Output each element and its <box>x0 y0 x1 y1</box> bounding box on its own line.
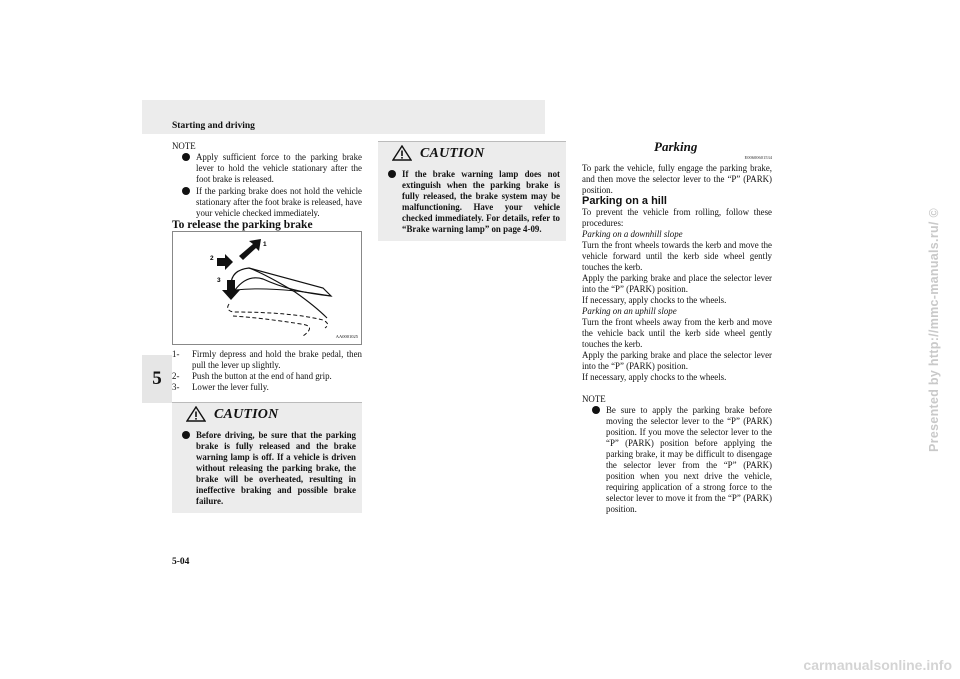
note-item: Be sure to apply the parking brake before moving the selector lever to the “P” (PARK) position. If you move the selector lever to the “P” (PARK) position before applying the parking brake, it may be difficult to disengage the selector lever from the “P” (PARK) position when you next drive the vehicle, requiring application of a strong force to the selector lever to move it from the “P” (PARK) position. <box>582 405 772 515</box>
hill-intro: To prevent the vehicle from rolling, follow these procedures: <box>582 207 772 228</box>
uphill-para: Turn the front wheels away from the kerb and move the vehicle back until the kerb side wheel gently touches the kerb. <box>582 317 772 349</box>
warning-triangle-icon <box>392 145 412 161</box>
parking-brake-lever-illustration <box>173 232 361 344</box>
parking-brake-figure <box>172 231 362 345</box>
chapter-number: 5 <box>152 368 162 389</box>
step-item: 2- Push the button at the end of hand grip. <box>172 371 332 381</box>
section-header: Starting and driving <box>172 121 255 131</box>
uphill-title: Parking on an uphill slope <box>582 306 677 316</box>
caution-title: CAUTION <box>420 145 485 161</box>
caution-item: If the brake warning lamp does not extinguish when the parking brake is fully released, the brake system may be malfunctioning. Have your vehicle checked immediately. For details, refer to “Brake warning lamp” on page 4-09. <box>384 169 560 235</box>
caution-header <box>178 403 356 425</box>
page-number: 5-04 <box>172 557 190 567</box>
caution-header <box>384 142 560 164</box>
caution-box-release <box>172 402 362 513</box>
side-vertical-text: Presented by http://mmc-manuals.ru/ © <box>927 208 941 452</box>
bullet-icon <box>182 431 190 439</box>
figure-label-3: 3 <box>217 277 221 284</box>
release-steps <box>172 349 362 393</box>
column-left <box>172 141 362 513</box>
caution-box-warning-lamp <box>378 141 566 241</box>
watermark: carmanualsonline.info <box>803 657 952 673</box>
downhill-para: Apply the parking brake and place the selector lever into the “P” (PARK) position. <box>582 273 772 294</box>
column-middle <box>378 141 566 241</box>
section-heading-parking: Parking <box>654 139 698 154</box>
bullet-icon <box>592 406 600 414</box>
downhill-para: If necessary, apply chocks to the wheels. <box>582 295 727 305</box>
parking-intro: To park the vehicle, fully engage the parking brake, and then move the selector lever to the “P” (PARK) position. <box>582 163 772 195</box>
arrow-down-icon <box>222 280 240 300</box>
figure-code: AA0001025 <box>335 334 358 339</box>
figure-label-1: 1 <box>263 241 267 248</box>
note-label: NOTE <box>582 394 606 404</box>
uphill-para: Apply the parking brake and place the selector lever into the “P” (PARK) position. <box>582 350 772 371</box>
arrow-right-icon <box>217 254 233 270</box>
note-item: Apply sufficient force to the parking brake lever to hold the vehicle stationary after the foot brake is released. <box>172 152 362 185</box>
uphill-para: If necessary, apply chocks to the wheels. <box>582 372 727 382</box>
subheading-hill: Parking on a hill <box>582 195 667 207</box>
column-right <box>582 141 772 516</box>
chapter-tab <box>142 355 172 403</box>
arrow-up-icon <box>239 239 261 260</box>
bullet-icon <box>388 170 396 178</box>
bullet-icon <box>182 187 190 195</box>
step-item: 3- Lower the lever fully. <box>172 382 269 392</box>
downhill-para: Turn the front wheels towards the kerb and move the vehicle forward until the kerb side wheel gently touches the kerb. <box>582 240 772 272</box>
step-item: 1- Firmly depress and hold the brake pedal, then pull the lever up slightly. <box>172 349 362 370</box>
downhill-title: Parking on a downhill slope <box>582 229 683 239</box>
caution-item: Before driving, be sure that the parking brake is fully released and the brake warning lamp is off. If a vehicle is driven without releasing the parking brake, the brake will be overheated, resulting in ineffective braking and possible brake failure. <box>178 430 356 507</box>
figure-label-2: 2 <box>210 255 214 262</box>
note-item: If the parking brake does not hold the vehicle stationary after the foot brake is released, have your vehicle checked immediately. <box>172 186 362 219</box>
note-label: NOTE <box>172 141 196 151</box>
caution-title: CAUTION <box>214 406 279 422</box>
section-code: E00600601534 <box>744 155 772 160</box>
bullet-icon <box>182 153 190 161</box>
warning-triangle-icon <box>186 406 206 422</box>
section-heading-release: To release the parking brake <box>172 219 313 231</box>
